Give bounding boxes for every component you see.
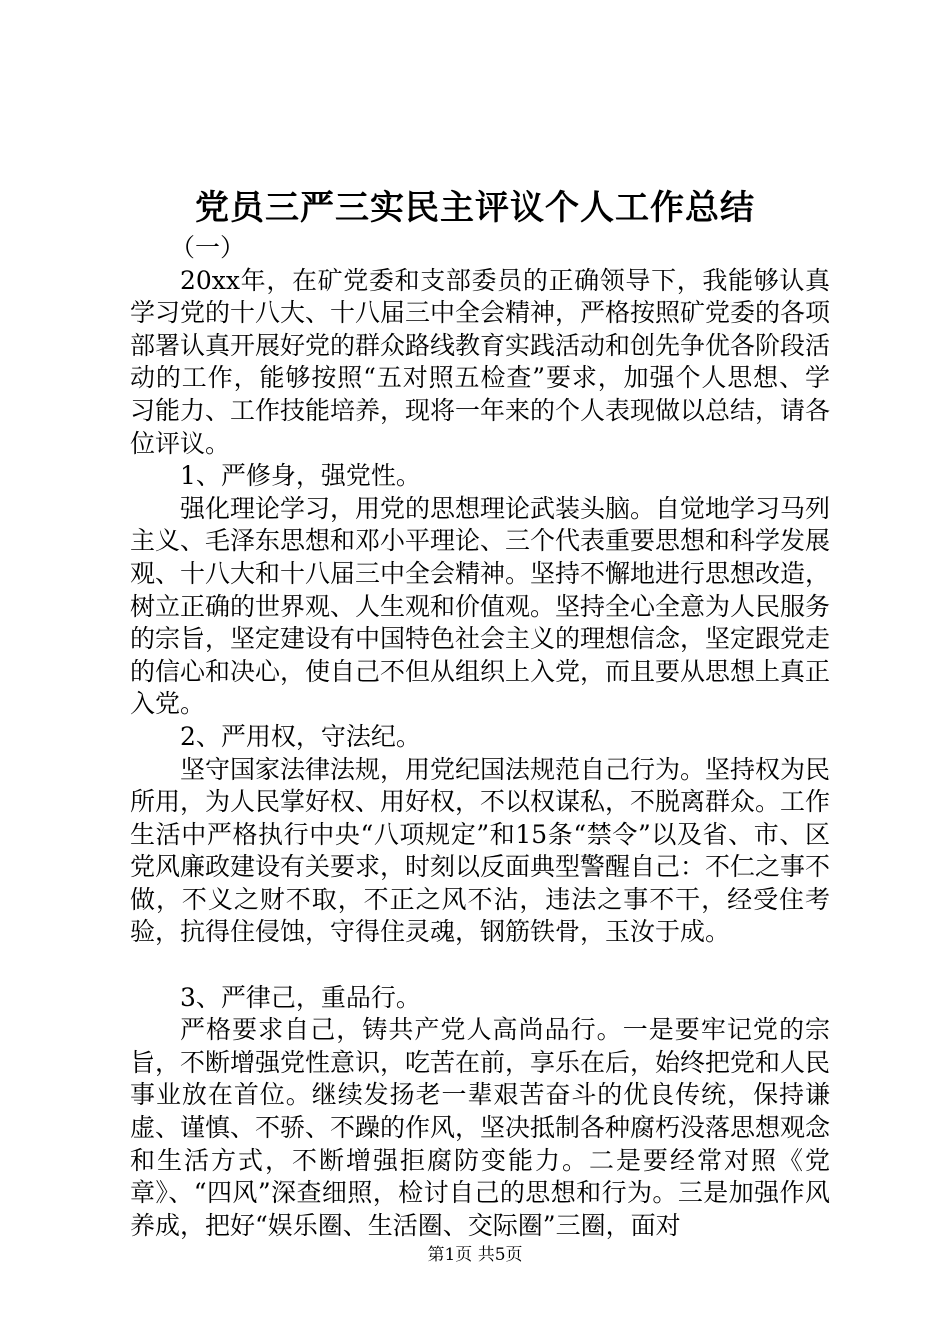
heading-2: 2、严用权，守法纪。 <box>180 721 421 751</box>
paragraph-2: 坚守国家法律法规，用党纪国法规范自己行为。坚持权为民所用，为人民掌好权、用好权，不以权谋私，不脱离群众。工作生活中严格执行中央“八项规定”和15条“禁令”以及省、市、区党风廉政建设有关要求，时刻以反面典型警醒自己：不仁之事不做，不义之财不取，不正之风不沾，违法之事不干，经受住考验，抗得住侵蚀，守得住灵魂，钢筋铁骨，玉汝于成。 <box>130 754 831 947</box>
paragraph-intro: 20xx年，在矿党委和支部委员的正确领导下，我能够认真学习党的十八大、十八届三中全会精神，严格按照矿党委的各项部署认真开展好党的群众路线教育实践活动和创先争优各阶段活动的工作，能够按照“五对照五检查”要求，加强个人思想、学习能力、工作技能培养，现将一年来的个人表现做以总结，请各位评议。 <box>130 265 831 458</box>
paragraph-1: 强化理论学习，用党的思想理论武装头脑。自觉地学习马列主义、毛泽东思想和邓小平理论、三个代表重要思想和科学发展观、十八大和十八届三中全会精神。坚持不懈地进行思想改造，树立正确的世界观、人生观和价值观。坚持全心全意为人民服务的宗旨，坚定建设有中国特色社会主义的理想信念，坚定跟党走的信心和决心，使自己不但从组织上入党，而且要从思想上真正入党。 <box>130 493 831 719</box>
page-footer: 第1页 共5页 <box>427 1245 523 1265</box>
document-body <box>130 232 830 1242</box>
section-number: （一） <box>170 233 246 262</box>
paragraph-3: 严格要求自己，铸共产党人高尚品行。一是要牢记党的宗旨，不断增强党性意识，吃苦在前，享乐在后，始终把党和人民事业放在首位。继续发扬老一辈艰苦奋斗的优良传统，保持谦虚、谨慎、不骄、不躁的作风，坚决抵制各种腐朽没落思想观念和生活方式，不断增强拒腐防变能力。二是要经常对照《党章》、“四风”深查细照，检讨自己的思想和行为。三是加强作风养成，把好“娱乐圈、生活圈、交际圈”三圈，面对 <box>130 1015 831 1240</box>
document-title: 党员三严三实民主评议个人工作总结 <box>195 188 755 228</box>
heading-1: 1、严修身，强党性。 <box>180 461 421 491</box>
heading-3: 3、严律己，重品行。 <box>180 982 421 1012</box>
